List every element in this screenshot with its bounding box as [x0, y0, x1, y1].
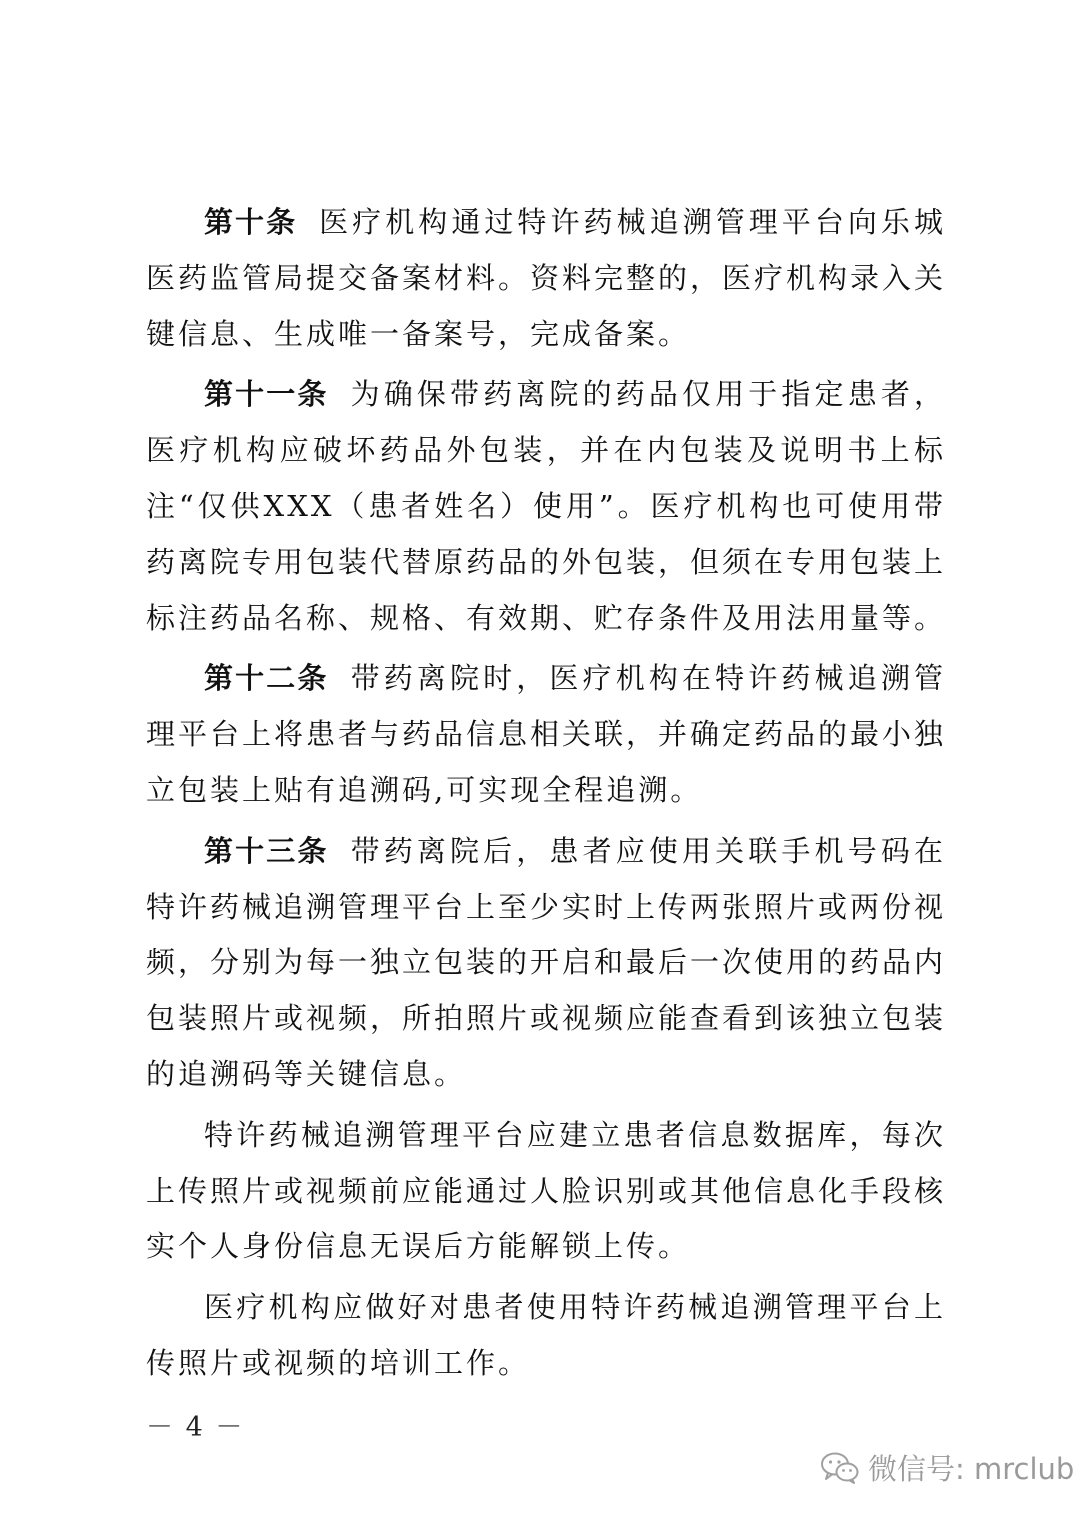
- page-number: － 4 －: [146, 1412, 245, 1443]
- paragraph-training: [146, 1280, 946, 1392]
- article-number: 第十条: [204, 205, 298, 239]
- article-11: [146, 367, 946, 646]
- document-body: [146, 195, 946, 1397]
- article-text: 带药离院后，患者应使用关联手机号码在特许药械追溯管理平台上至少实时上传两张照片或两份视频，分别为每一独立包装的开启和最后一次使用的药品内包装照片或视频，所拍照片或视频应能查看到该独立包装的追溯码等关键信息。: [146, 833, 947, 1091]
- wechat-icon: [820, 1451, 860, 1485]
- paragraph-text: 特许药械追溯管理平台应建立患者信息数据库，每次上传照片或视频前应能通过人脸识别或其他信息化手段核实个人身份信息无误后方能解锁上传。: [146, 1117, 947, 1264]
- article-10: [146, 195, 946, 362]
- article-number: 第十二条: [204, 661, 329, 696]
- article-text: 为确保带药离院的药品仅用于指定患者，医疗机构应破坏药品外包装，并在内包装及说明书上标注“仅供XXX（患者姓名）使用”。医疗机构也可使用带药离院专用包装代替原药品的外包装，但须在专用包装上标注药品名称、规格、有效期、贮存条件及用法用量等。: [146, 377, 947, 635]
- article-12: [146, 651, 946, 818]
- article-number: 第十三条: [204, 833, 329, 868]
- article-text: 带药离院时，医疗机构在特许药械追溯管理平台上将患者与药品信息相关联，并确定药品的最小独立包装上贴有追溯码,可实现全程追溯。: [146, 661, 947, 807]
- article-13: [146, 824, 946, 1103]
- article-text: 医疗机构通过特许药械追溯管理平台向乐城医药监管局提交备案材料。资料完整的，医疗机构录入关键信息、生成唯一备案号，完成备案。: [146, 205, 947, 351]
- watermark-text: 微信号: mrclub: [868, 1452, 1075, 1486]
- article-number: 第十一条: [204, 377, 329, 412]
- paragraph-platform-database: [146, 1108, 946, 1275]
- paragraph-text: 医疗机构应做好对患者使用特许药械追溯管理平台上传照片或视频的培训工作。: [146, 1290, 946, 1380]
- wechat-watermark: [820, 1447, 1074, 1488]
